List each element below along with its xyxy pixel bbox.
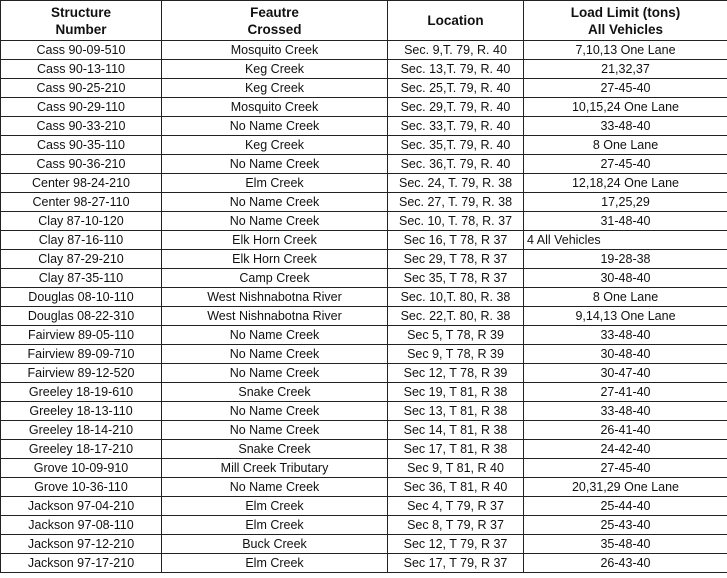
table-row xyxy=(1,155,727,174)
location-cell: Sec 12, T 79, R 37 xyxy=(388,535,524,554)
location-cell: Sec. 36,T. 79, R. 40 xyxy=(388,155,524,174)
location-cell: Sec. 10, T. 78, R. 37 xyxy=(388,212,524,231)
location-cell: Sec 5, T 78, R 39 xyxy=(388,326,524,345)
location-cell: Sec 4, T 79, R 37 xyxy=(388,497,524,516)
header-line: Feautre xyxy=(250,4,299,20)
feature-crossed-cell: Mosquito Creek xyxy=(162,98,388,117)
load-limit-cell: 17,25,29 xyxy=(524,193,727,212)
load-limit-cell: 20,31,29 One Lane xyxy=(524,478,727,497)
load-limit-cell: 25-43-40 xyxy=(524,516,727,535)
structure-number-cell: Greeley 18-13-110 xyxy=(1,402,162,421)
feature-crossed-cell: Camp Creek xyxy=(162,269,388,288)
structure-number-cell: Douglas 08-22-310 xyxy=(1,307,162,326)
location-cell: Sec 12, T 78, R 39 xyxy=(388,364,524,383)
load-limit-cell: 33-48-40 xyxy=(524,402,727,421)
table-row xyxy=(1,554,727,573)
feature-crossed-cell: Elk Horn Creek xyxy=(162,231,388,250)
location-cell: Sec. 27, T. 79, R. 38 xyxy=(388,193,524,212)
feature-crossed-cell: No Name Creek xyxy=(162,212,388,231)
load-limit-cell: 24-42-40 xyxy=(524,440,727,459)
load-limit-cell: 27-45-40 xyxy=(524,155,727,174)
load-limit-cell: 30-48-40 xyxy=(524,269,727,288)
load-limit-cell: 27-45-40 xyxy=(524,79,727,98)
load-limit-cell: 27-45-40 xyxy=(524,459,727,478)
load-limit-cell: 9,14,13 One Lane xyxy=(524,307,727,326)
location-cell: Sec 14, T 81, R 38 xyxy=(388,421,524,440)
table-row xyxy=(1,250,727,269)
load-limit-cell: 30-47-40 xyxy=(524,364,727,383)
structure-number-cell: Center 98-27-110 xyxy=(1,193,162,212)
table-row xyxy=(1,41,727,60)
structure-number-cell: Cass 90-33-210 xyxy=(1,117,162,136)
feature-crossed-cell: No Name Creek xyxy=(162,117,388,136)
table-row xyxy=(1,383,727,402)
load-limit-cell: 12,18,24 One Lane xyxy=(524,174,727,193)
structure-number-cell: Clay 87-16-110 xyxy=(1,231,162,250)
table-row xyxy=(1,535,727,554)
table-row xyxy=(1,421,727,440)
header-line: Location xyxy=(427,13,484,28)
load-limit-cell: 26-43-40 xyxy=(524,554,727,573)
structure-number-cell: Clay 87-10-120 xyxy=(1,212,162,231)
location-cell: Sec. 35,T. 79, R. 40 xyxy=(388,136,524,155)
feature-crossed-cell: Keg Creek xyxy=(162,136,388,155)
structure-number-cell: Greeley 18-17-210 xyxy=(1,440,162,459)
header-location xyxy=(388,1,524,41)
header-structure-number xyxy=(1,1,162,41)
table-row xyxy=(1,326,727,345)
header-row xyxy=(1,1,727,41)
load-limit-cell: 19-28-38 xyxy=(524,250,727,269)
location-cell: Sec 29, T 78, R 37 xyxy=(388,250,524,269)
feature-crossed-cell: Snake Creek xyxy=(162,383,388,402)
load-limit-cell: 27-41-40 xyxy=(524,383,727,402)
location-cell: Sec 16, T 78, R 37 xyxy=(388,231,524,250)
structure-number-cell: Greeley 18-19-610 xyxy=(1,383,162,402)
feature-crossed-cell: No Name Creek xyxy=(162,364,388,383)
feature-crossed-cell: Mosquito Creek xyxy=(162,41,388,60)
feature-crossed-cell: No Name Creek xyxy=(162,326,388,345)
header-line: Load Limit (tons) xyxy=(570,4,681,20)
header-load-limit xyxy=(524,1,727,41)
feature-crossed-cell: Snake Creek xyxy=(162,440,388,459)
feature-crossed-cell: No Name Creek xyxy=(162,193,388,212)
table-row xyxy=(1,345,727,364)
structure-number-cell: Jackson 97-04-210 xyxy=(1,497,162,516)
structure-number-cell: Douglas 08-10-110 xyxy=(1,288,162,307)
table-row xyxy=(1,136,727,155)
table-row xyxy=(1,269,727,288)
load-limit-cell: 35-48-40 xyxy=(524,535,727,554)
structure-number-cell: Clay 87-35-110 xyxy=(1,269,162,288)
structure-number-cell: Cass 90-35-110 xyxy=(1,136,162,155)
header-feature-crossed xyxy=(162,1,388,41)
location-cell: Sec. 10,T. 80, R. 38 xyxy=(388,288,524,307)
table-row xyxy=(1,231,727,250)
table-body xyxy=(1,41,727,573)
table-row xyxy=(1,478,727,497)
feature-crossed-cell: No Name Creek xyxy=(162,155,388,174)
header-line: All Vehicles xyxy=(587,21,664,37)
location-cell: Sec 8, T 79, R 37 xyxy=(388,516,524,535)
structure-number-cell: Cass 90-09-510 xyxy=(1,41,162,60)
feature-crossed-cell: Elm Creek xyxy=(162,174,388,193)
load-limit-cell: 21,32,37 xyxy=(524,60,727,79)
feature-crossed-cell: West Nishnabotna River xyxy=(162,288,388,307)
load-limit-cell: 30-48-40 xyxy=(524,345,727,364)
structure-number-cell: Jackson 97-17-210 xyxy=(1,554,162,573)
location-cell: Sec 19, T 81, R 38 xyxy=(388,383,524,402)
structure-number-cell: Fairview 89-09-710 xyxy=(1,345,162,364)
load-limit-cell: 7,10,13 One Lane xyxy=(524,41,727,60)
feature-crossed-cell: Elm Creek xyxy=(162,516,388,535)
structure-number-cell: Fairview 89-12-520 xyxy=(1,364,162,383)
location-cell: Sec 36, T 81, R 40 xyxy=(388,478,524,497)
table-row xyxy=(1,516,727,535)
location-cell: Sec 13, T 81, R 38 xyxy=(388,402,524,421)
table-row xyxy=(1,288,727,307)
load-limit-cell: 26-41-40 xyxy=(524,421,727,440)
feature-crossed-cell: Elm Creek xyxy=(162,497,388,516)
table-row xyxy=(1,402,727,421)
structure-number-cell: Grove 10-09-910 xyxy=(1,459,162,478)
feature-crossed-cell: Buck Creek xyxy=(162,535,388,554)
location-cell: Sec. 22,T. 80, R. 38 xyxy=(388,307,524,326)
table-row xyxy=(1,98,727,117)
structure-number-cell: Jackson 97-08-110 xyxy=(1,516,162,535)
location-cell: Sec. 29,T. 79, R. 40 xyxy=(388,98,524,117)
structure-number-cell: Fairview 89-05-110 xyxy=(1,326,162,345)
table-row xyxy=(1,193,727,212)
feature-crossed-cell: No Name Creek xyxy=(162,478,388,497)
table-row xyxy=(1,117,727,136)
location-cell: Sec 17, T 81, R 38 xyxy=(388,440,524,459)
location-cell: Sec. 13,T. 79, R. 40 xyxy=(388,60,524,79)
feature-crossed-cell: Elk Horn Creek xyxy=(162,250,388,269)
structure-number-cell: Cass 90-36-210 xyxy=(1,155,162,174)
table-row xyxy=(1,60,727,79)
location-cell: Sec. 25,T. 79, R. 40 xyxy=(388,79,524,98)
table-row xyxy=(1,497,727,516)
structure-number-cell: Greeley 18-14-210 xyxy=(1,421,162,440)
load-limit-cell: 31-48-40 xyxy=(524,212,727,231)
location-cell: Sec 35, T 78, R 37 xyxy=(388,269,524,288)
location-cell: Sec 9, T 81, R 40 xyxy=(388,459,524,478)
load-limit-cell: 33-48-40 xyxy=(524,326,727,345)
table-row xyxy=(1,307,727,326)
location-cell: Sec. 33,T. 79, R. 40 xyxy=(388,117,524,136)
table-row xyxy=(1,459,727,478)
table-row xyxy=(1,212,727,231)
location-cell: Sec 17, T 79, R 37 xyxy=(388,554,524,573)
structure-number-cell: Cass 90-13-110 xyxy=(1,60,162,79)
feature-crossed-cell: Keg Creek xyxy=(162,60,388,79)
load-limit-cell: 25-44-40 xyxy=(524,497,727,516)
load-limit-cell: 33-48-40 xyxy=(524,117,727,136)
header-line: Number xyxy=(55,21,107,37)
structure-number-cell: Clay 87-29-210 xyxy=(1,250,162,269)
feature-crossed-cell: Elm Creek xyxy=(162,554,388,573)
feature-crossed-cell: Mill Creek Tributary xyxy=(162,459,388,478)
feature-crossed-cell: West Nishnabotna River xyxy=(162,307,388,326)
location-cell: Sec. 9,T. 79, R. 40 xyxy=(388,41,524,60)
table-row xyxy=(1,364,727,383)
structure-number-cell: Center 98-24-210 xyxy=(1,174,162,193)
load-limit-cell: 10,15,24 One Lane xyxy=(524,98,727,117)
feature-crossed-cell: No Name Creek xyxy=(162,345,388,364)
table-row xyxy=(1,79,727,98)
load-limit-cell: 8 One Lane xyxy=(524,136,727,155)
structure-number-cell: Jackson 97-12-210 xyxy=(1,535,162,554)
table-row xyxy=(1,440,727,459)
header-line: Structure xyxy=(50,4,111,20)
table-row xyxy=(1,174,727,193)
feature-crossed-cell: No Name Creek xyxy=(162,421,388,440)
structure-number-cell: Grove 10-36-110 xyxy=(1,478,162,497)
header-line: Crossed xyxy=(247,21,302,37)
feature-crossed-cell: Keg Creek xyxy=(162,79,388,98)
location-cell: Sec. 24, T. 79, R. 38 xyxy=(388,174,524,193)
load-limit-cell: 8 One Lane xyxy=(524,288,727,307)
structure-number-cell: Cass 90-25-210 xyxy=(1,79,162,98)
feature-crossed-cell: No Name Creek xyxy=(162,402,388,421)
load-limit-cell: 4 All Vehicles xyxy=(524,231,727,250)
structure-number-cell: Cass 90-29-110 xyxy=(1,98,162,117)
location-cell: Sec 9, T 78, R 39 xyxy=(388,345,524,364)
